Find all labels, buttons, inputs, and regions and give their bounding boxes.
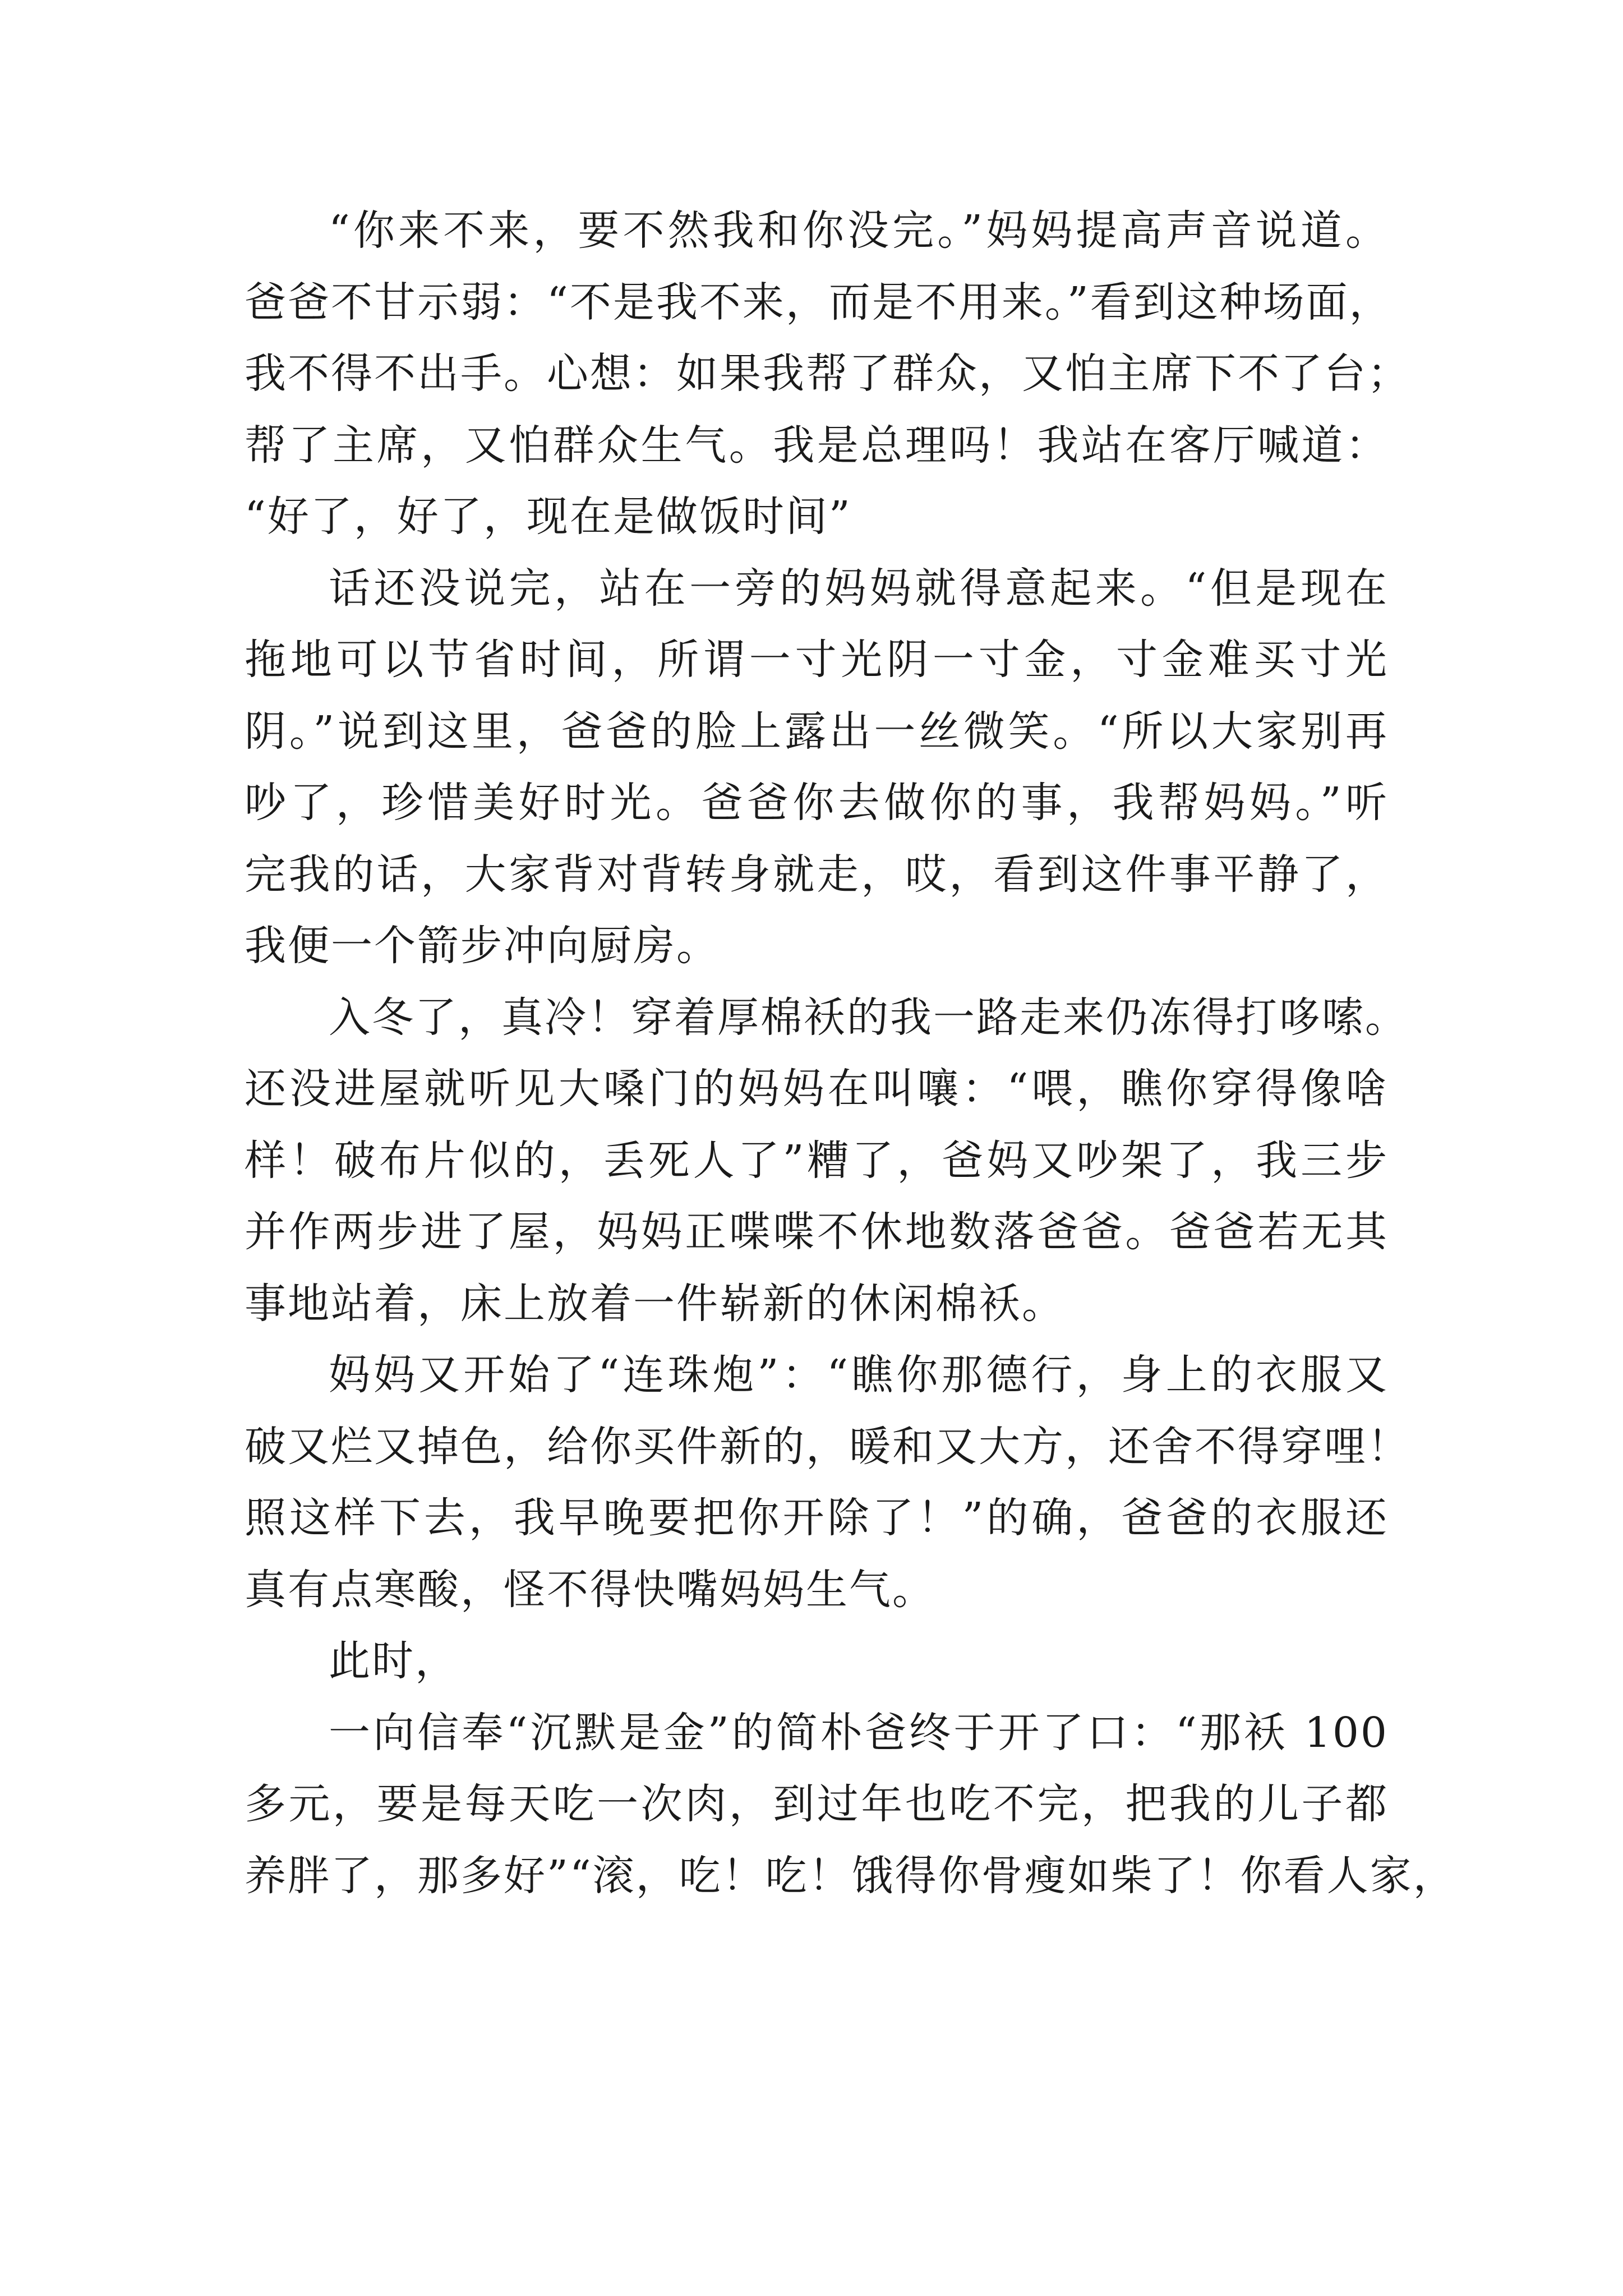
document-body: [245, 195, 1456, 1912]
text-line: 照这样下去，我早晚要把你开除了！”的确，爸爸的衣服还: [245, 1494, 1389, 1542]
text-line: 养胖了，那多好”“滚，吃！吃！饿得你骨瘦如柴了！你看人家，: [245, 1851, 1456, 1900]
text-line: 真有点寒酸，怪不得快嘴妈妈生气。: [245, 1565, 935, 1614]
text-line: 破又烂又掉色，给你买件新的，暖和又大方，还舍不得穿哩！: [245, 1422, 1410, 1471]
text-line: “你来不来，要不然我和你没完。”妈妈提高声音说道。: [329, 206, 1389, 255]
text-line: 我不得不出手。心想：如果我帮了群众，又怕主席下不了台；: [245, 349, 1410, 398]
text-line: 事地站着，床上放着一件崭新的休闲棉袄。: [245, 1279, 1065, 1328]
text-line: 样！破布片似的，丢死人了”糟了，爸妈又吵架了，我三步: [245, 1136, 1389, 1185]
text-line: 并作两步进了屋，妈妈正喋喋不休地数落爸爸。爸爸若无其: [245, 1208, 1389, 1256]
text-line: 完我的话，大家背对背转身就走，哎，看到这件事平静了，: [245, 850, 1389, 899]
text-line: 帮了主席，又怕群众生气。我是总理吗！我站在客厅喊道：: [245, 421, 1389, 470]
text-line: 一向信奉“沉默是金”的简朴爸终于开了口：“那袄 100: [329, 1708, 1389, 1757]
text-line: 拖地可以节省时间，所谓一寸光阴一寸金，寸金难买寸光: [245, 636, 1389, 684]
text-line: 话还没说完，站在一旁的妈妈就得意起来。“但是现在: [329, 564, 1389, 613]
text-line: 入冬了，真冷！穿着厚棉袄的我一路走来仍冻得打哆嗦。: [329, 993, 1408, 1042]
text-line: 我便一个箭步冲向厨房。: [245, 922, 720, 970]
text-line: “好了，好了，现在是做饭时间”: [245, 493, 852, 541]
text-line: 还没进屋就听见大嗓门的妈妈在叫嚷：“喂，瞧你穿得像啥: [245, 1065, 1389, 1113]
text-line: 吵了，珍惜美好时光。爸爸你去做你的事，我帮妈妈。”听: [245, 779, 1389, 827]
text-line: 阴。”说到这里，爸爸的脸上露出一丝微笑。“所以大家别再: [245, 707, 1389, 756]
text-line: 此时，: [329, 1637, 458, 1685]
text-line: 爸爸不甘示弱：“不是我不来，而是不用来。”看到这种场面，: [245, 278, 1393, 326]
text-line: 妈妈又开始了“连珠炮”：“瞧你那德行，身上的衣服又: [329, 1351, 1389, 1399]
text-line: 多元，要是每天吃一次肉，到过年也吃不完，把我的儿子都: [245, 1780, 1389, 1828]
